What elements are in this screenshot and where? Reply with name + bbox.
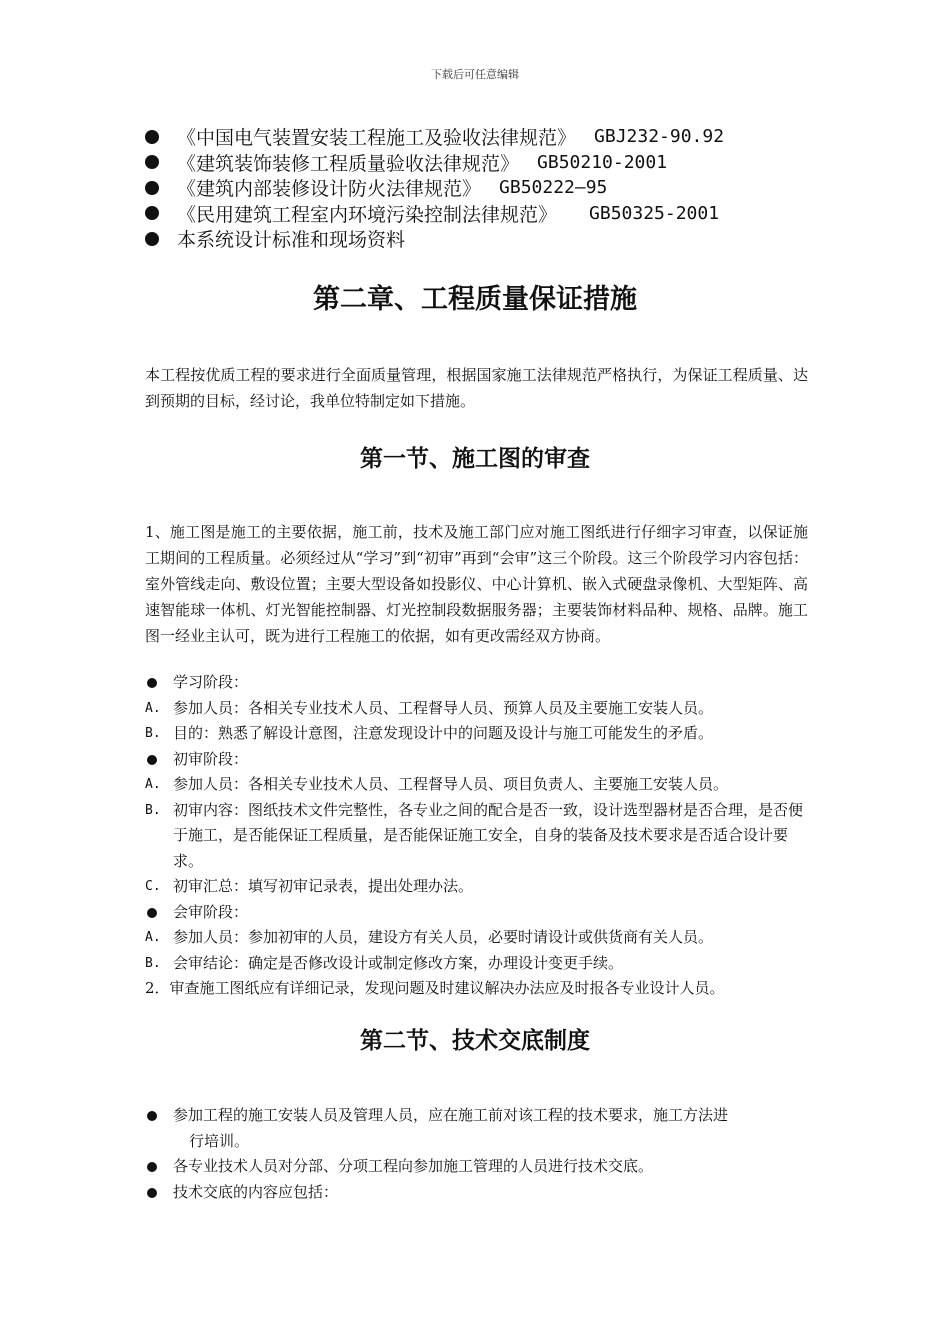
bullet-icon	[145, 747, 173, 773]
standard-title: 《建筑装饰装修工程质量验收法律规范》	[177, 152, 520, 175]
list-item	[145, 1103, 808, 1154]
list-item-text: 各专业技术人员对分部、分项工程向参加施工管理的人员进行技术交底。	[173, 1157, 654, 1175]
list-item-text: 初审阶段：	[173, 749, 249, 768]
list-item-text: 会审阶段：	[173, 902, 249, 921]
list-marker: B.	[145, 802, 161, 818]
list-marker: A.	[145, 930, 161, 945]
list-marker: B.	[145, 955, 161, 971]
list-item	[145, 925, 808, 951]
list-item-text: 学习阶段：	[173, 673, 249, 691]
list-item-text: 参加工程的施工安装人员及管理人员，应在施工前对该工程的技术要求，施工方法进 行培训。	[173, 1106, 729, 1150]
page-header: 下载后可任意编辑	[431, 68, 519, 81]
list-marker: C.	[145, 879, 161, 894]
list-item	[145, 1154, 808, 1180]
list-marker: A.	[145, 777, 161, 792]
standard-item	[145, 150, 865, 176]
bullet-icon	[145, 670, 173, 696]
standard-title: 本系统设计标准和现场资料	[177, 229, 406, 252]
standard-item	[145, 226, 865, 252]
section1-paragraph: 1、施工图是施工的主要依据，施工前，技术及施工部门应对施工图纸进行仔细字习审查，以保证施工期间的工程质量。必须经过从“学习”到“初审”再到“会审”这三个阶段。这三个阶段学习内容包括：室外管线走向、敷设位置；主要大型设备如投影仪、中心计算机、嵌入式硬盘录像机、大型矩阵、高速智能球一体机、灯光智能控制器、灯光控制段数据服务器；主要装饰材料品种、规格、品牌。施工图一经业主认可，既为进行工程施工的依据，如有更改需经双方协商。	[145, 523, 808, 645]
standard-code: GBJ232-90.92	[594, 126, 725, 148]
list-item	[145, 874, 808, 900]
list-item	[145, 721, 808, 747]
list-item	[145, 670, 808, 696]
tech-briefing-list	[145, 1103, 808, 1205]
standard-title: 《中国电气装置安装工程施工及验收法律规范》	[177, 127, 577, 150]
standard-code: GB50325-2001	[589, 202, 720, 224]
standard-item	[145, 175, 865, 201]
list-item-text: 会审结论：确定是否修改设计或制定修改方案，办理设计变更手续。	[173, 953, 624, 972]
standard-code: GB50210-2001	[537, 151, 668, 173]
list-item-text: 参加人员：参加初审的人员，建设方有关人员，必要时请设计或供货商有关人员。	[173, 928, 714, 946]
review-stages-list	[145, 670, 808, 1002]
bullet-icon	[145, 900, 173, 926]
list-item	[145, 747, 808, 773]
list-item	[145, 798, 808, 875]
list-item-text: 参加人员：各相关专业技术人员、工程督导人员、项目负责人、主要施工安装人员。	[173, 775, 729, 793]
list-item	[145, 951, 808, 977]
list-item-text: 技术交底的内容应包括：	[173, 1182, 339, 1201]
chapter-title: 第二章、工程质量保证措施	[313, 284, 637, 315]
bullet-icon	[145, 155, 159, 169]
section2-title: 第二节、技术交底制度	[360, 1028, 590, 1054]
standard-item	[145, 201, 865, 227]
bullet-icon	[145, 181, 159, 195]
standard-title: 《建筑内部装修设计防火法律规范》	[177, 178, 482, 201]
list-marker: B.	[145, 726, 161, 741]
standards-list	[145, 124, 865, 252]
list-item	[145, 1180, 808, 1206]
list-item-text: 初审汇总：填写初审记录表，提出处理办法。	[173, 877, 474, 895]
list-item	[145, 900, 808, 926]
list-marker: A.	[145, 700, 161, 716]
bullet-icon	[145, 206, 159, 220]
list-item-text: 初审内容：图纸技术文件完整性，各专业之间的配合是否一致，设计选型器材是否合理，是否便于施工，是否能保证工程质量，是否能保证施工安全，自身的装备及技术要求是否适合设计要求。	[173, 800, 804, 870]
section1-title: 第一节、施工图的审查	[360, 446, 590, 472]
list-item	[145, 976, 808, 1002]
bullet-icon	[145, 130, 159, 144]
list-item-text: 参加人员：各相关专业技术人员、工程督导人员、预算人员及主要施工安装人员。	[173, 698, 714, 717]
review-record-note: 2．审查施工图纸应有详细记录，发现问题及时建议解决办法应及时报各专业设计人员。	[145, 979, 725, 997]
list-item	[145, 772, 808, 798]
bullet-icon	[145, 1154, 173, 1180]
standard-item	[145, 124, 865, 150]
list-item	[145, 696, 808, 722]
bullet-icon	[145, 1180, 173, 1206]
bullet-icon	[145, 232, 159, 246]
list-item-text: 目的：熟悉了解设计意图，注意发现设计中的问题及设计与施工可能发生的矛盾。	[173, 724, 714, 742]
bullet-icon	[145, 1103, 173, 1154]
standard-title: 《民用建筑工程室内环境污染控制法律规范》	[177, 203, 558, 226]
intro-paragraph: 本工程按优质工程的要求进行全面质量管理，根据国家施工法律规范严格执行，为保证工程质量、达到预期的目标，经讨论，我单位特制定如下措施。	[145, 366, 808, 410]
standard-code: GB50222—95	[499, 177, 608, 199]
